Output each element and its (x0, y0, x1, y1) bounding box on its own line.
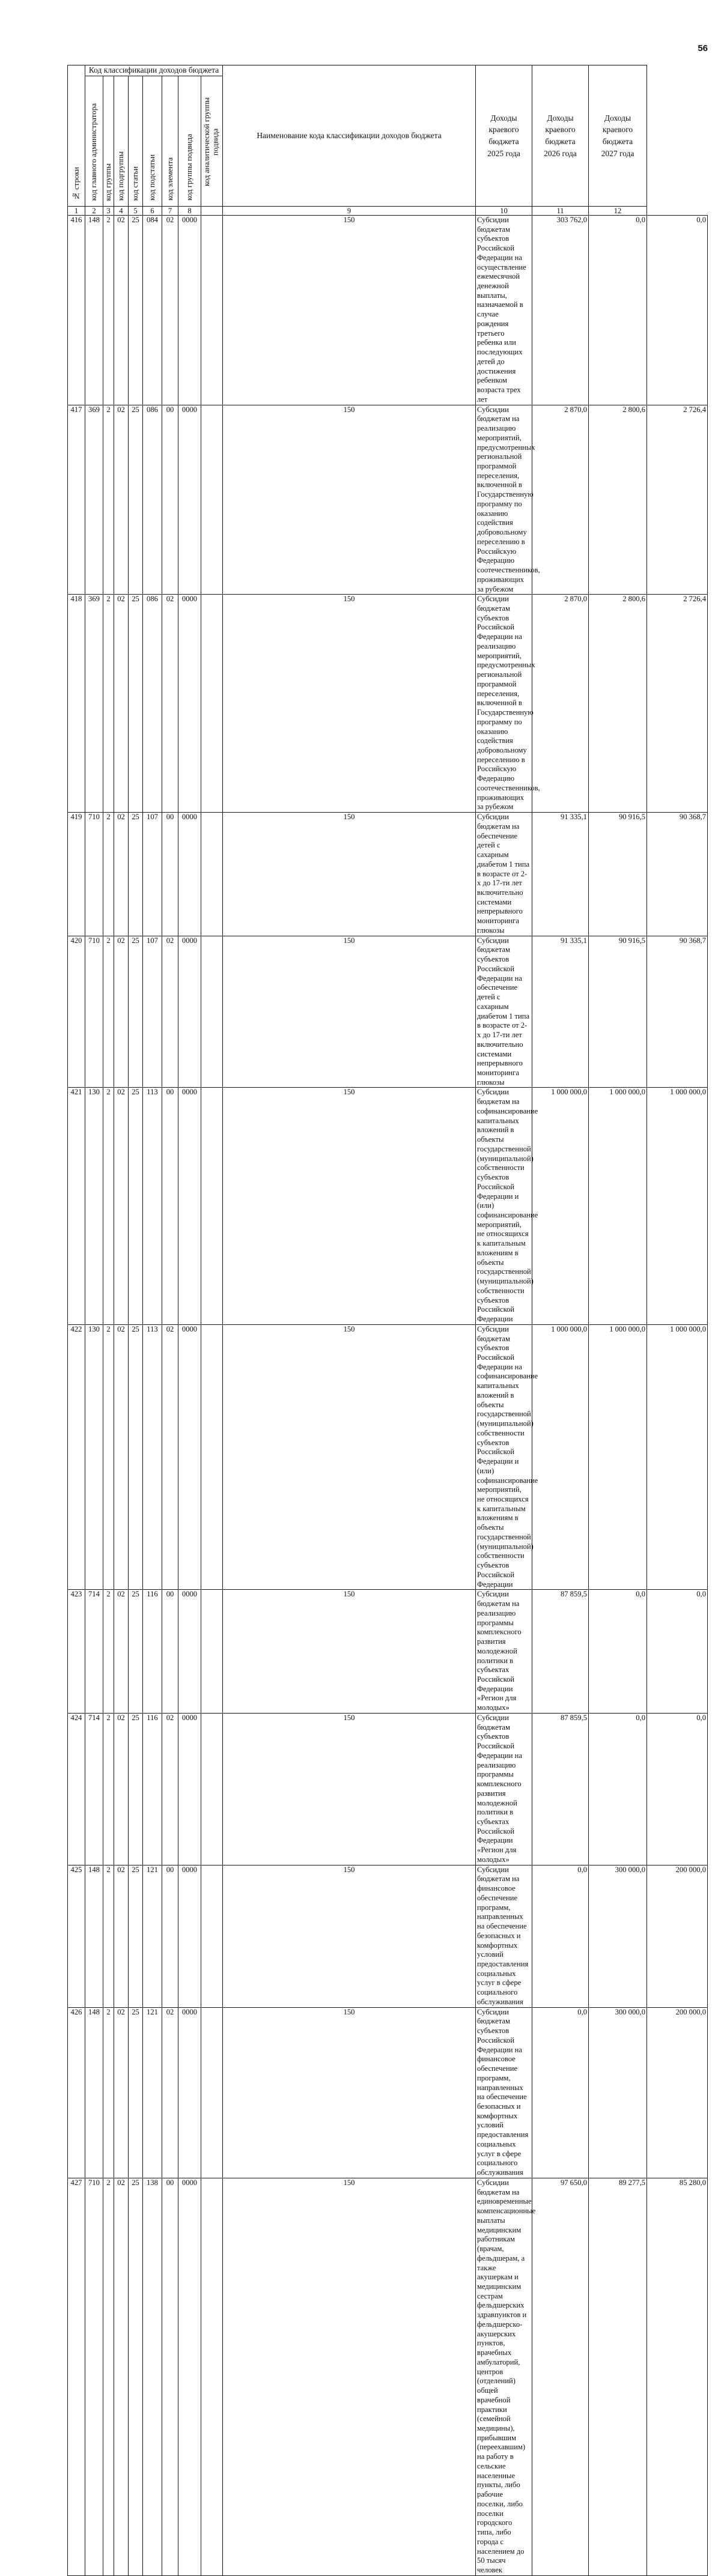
income-name: Субсидии бюджетам субъектов Российской Федерации на реализацию программы комплексного развития молодежной политики в субъектах Российской Федерации «Регион для молодых» (476, 1713, 532, 1865)
element-code: 00 (162, 2178, 178, 2575)
code-spacer (201, 215, 223, 405)
article-code: 25 (129, 2007, 143, 2178)
table-row (68, 1590, 708, 1714)
admin-code: 130 (85, 1088, 103, 1324)
column-number: 3 (103, 206, 114, 215)
analytic-group-code: 150 (223, 936, 476, 1088)
income-2025-value: 2 870,0 (532, 595, 589, 813)
name-column-header: Наименование кода классификации доходов бюджета (223, 65, 476, 207)
subgroup-code: 02 (114, 595, 129, 813)
subtype-group-code: 0000 (178, 1590, 201, 1714)
article-code: 25 (129, 1324, 143, 1590)
code-spacer (201, 936, 223, 1088)
income-name: Субсидии бюджетам на финансовое обеспечение программ, направленных на обеспечение безопасных и комфортных условий предоставления социальных услуг в сфере социального обслуживания (476, 1865, 532, 2007)
subarticle-code: 121 (143, 1865, 162, 2007)
analytic-group-code: 150 (223, 595, 476, 813)
admin-code: 714 (85, 1713, 103, 1865)
admin-code-header: код главного администратора (85, 76, 103, 206)
income-2026-value: 0,0 (589, 1590, 647, 1714)
income-name: Субсидии бюджетам на реализацию программы комплексного развития молодежной политики в субъектах Российской Федерации «Регион для молодых» (476, 1590, 532, 1714)
income-2026-value: 0,0 (589, 1713, 647, 1865)
classification-code-group-header: Код классификации доходов бюджета (85, 65, 223, 76)
subarticle-code: 107 (143, 813, 162, 936)
income-2025-value: 303 762,0 (532, 215, 589, 405)
column-number: 9 (223, 206, 476, 215)
table-row (68, 215, 708, 405)
income-2027-value: 0,0 (647, 215, 708, 405)
article-code: 25 (129, 1088, 143, 1324)
subarticle-code: 086 (143, 595, 162, 813)
analytic-group-code: 150 (223, 215, 476, 405)
subgroup-code: 02 (114, 2007, 129, 2178)
table-row (68, 1324, 708, 1590)
subarticle-code: 121 (143, 2007, 162, 2178)
table-row (68, 1713, 708, 1865)
subarticle-code: 086 (143, 405, 162, 595)
income-2027-value: 2 726,4 (647, 595, 708, 813)
table-row (68, 595, 708, 813)
analytic-group-code: 150 (223, 1088, 476, 1324)
subgroup-code-header: код подгруппы (114, 76, 129, 206)
income-2026-value: 90 916,5 (589, 813, 647, 936)
income-2026-value: 89 277,5 (589, 2178, 647, 2575)
column-number: 4 (114, 206, 129, 215)
column-number: 10 (476, 206, 532, 215)
analytic-group-code: 150 (223, 1324, 476, 1590)
group-code: 2 (103, 595, 114, 813)
subgroup-code: 02 (114, 936, 129, 1088)
column-number-row (68, 206, 708, 215)
income-2027-value: 200 000,0 (647, 2007, 708, 2178)
row-number: 425 (68, 1865, 85, 2007)
table-row (68, 936, 708, 1088)
income-name: Субсидии бюджетам на софинансирование капитальных вложений в объекты государственной (муниципальной) собственности субъектов Российской Федерации и (или) софинансирование мероприятий, не относящихся к капитальным вложениям в объекты государственной (муниципальной) собственности субъектов Российской Федерации (476, 1088, 532, 1324)
income-name: Субсидии бюджетам субъектов Российской Федерации на обеспечение детей с сахарным диабетом 1 типа в возрасте от 2-х до 17-ти лет включительно системами непрерывного мониторинга глюкозы (476, 936, 532, 1088)
element-code: 02 (162, 936, 178, 1088)
analytic-group-code: 150 (223, 1590, 476, 1714)
table-row (68, 1865, 708, 2007)
row-number: 423 (68, 1590, 85, 1714)
table-body (68, 206, 708, 2575)
income-2025-value: 87 859,5 (532, 1713, 589, 1865)
group-code: 2 (103, 405, 114, 595)
admin-code: 710 (85, 813, 103, 936)
column-number: 7 (162, 206, 178, 215)
subarticle-code-header: код подстатьи (143, 76, 162, 206)
income-2027-value: 0,0 (647, 1713, 708, 1865)
subarticle-code: 116 (143, 1590, 162, 1714)
analytic-group-code: 150 (223, 2007, 476, 2178)
group-code: 2 (103, 2007, 114, 2178)
subarticle-code: 138 (143, 2178, 162, 2575)
element-code: 00 (162, 813, 178, 936)
row-number: 421 (68, 1088, 85, 1324)
element-code: 00 (162, 1590, 178, 1714)
subarticle-code: 116 (143, 1713, 162, 1865)
group-code: 2 (103, 936, 114, 1088)
article-code: 25 (129, 595, 143, 813)
admin-code: 148 (85, 1865, 103, 2007)
element-code: 02 (162, 1713, 178, 1865)
row-number: 427 (68, 2178, 85, 2575)
column-number: 2 (85, 206, 103, 215)
income-2027-value: 1 000 000,0 (647, 1088, 708, 1324)
income-2025-header: Доходы краевого бюджета 2025 года (476, 65, 532, 207)
income-2025-value: 1 000 000,0 (532, 1324, 589, 1590)
subtype-group-code: 0000 (178, 1713, 201, 1865)
group-code: 2 (103, 1324, 114, 1590)
subtype-group-code: 0000 (178, 813, 201, 936)
income-2027-value: 0,0 (647, 1590, 708, 1714)
analytic-group-code: 150 (223, 813, 476, 936)
table-row (68, 1088, 708, 1324)
code-spacer (201, 595, 223, 813)
subgroup-code: 02 (114, 2178, 129, 2575)
group-code-header: код группы (103, 76, 114, 206)
subtype-group-code: 0000 (178, 1088, 201, 1324)
subtype-group-code: 0000 (178, 2178, 201, 2575)
analytic-group-code: 150 (223, 1713, 476, 1865)
row-number: 420 (68, 936, 85, 1088)
row-number: 426 (68, 2007, 85, 2178)
income-2026-value: 90 916,5 (589, 936, 647, 1088)
admin-code: 148 (85, 2007, 103, 2178)
code-spacer (201, 2178, 223, 2575)
column-number: 1 (68, 206, 85, 215)
admin-code: 710 (85, 936, 103, 1088)
subgroup-code: 02 (114, 1865, 129, 2007)
article-code: 25 (129, 936, 143, 1088)
income-2025-value: 2 870,0 (532, 405, 589, 595)
code-spacer (201, 1088, 223, 1324)
article-code: 25 (129, 405, 143, 595)
subarticle-code: 107 (143, 936, 162, 1088)
table-row (68, 813, 708, 936)
subgroup-code: 02 (114, 1324, 129, 1590)
income-2027-header: Доходы краевого бюджета 2027 года (589, 65, 647, 207)
column-number: 11 (532, 206, 589, 215)
income-2026-value: 2 800,6 (589, 405, 647, 595)
subtype-group-code: 0000 (178, 595, 201, 813)
row-number: 418 (68, 595, 85, 813)
element-code: 00 (162, 1088, 178, 1324)
subgroup-code: 02 (114, 1590, 129, 1714)
income-2027-value: 200 000,0 (647, 1865, 708, 2007)
admin-code: 710 (85, 2178, 103, 2575)
income-2027-value: 1 000 000,0 (647, 1324, 708, 1590)
income-name: Субсидии бюджетам на единовременные компенсационные выплаты медицинским работникам (врачам, фельдшерам, а также акушеркам и медицинским сестрам фельдшерских здравпунктов и фельдшерско-акушерских пунктов, врачебных амбулаторий, центров (отделений) общей врачебной практики (семейной медицины), прибывшим (переехавшим) на работу в сельские населенные пункты, либо рабочие поселки, либо поселки городского типа, либо города с населением до 50 тысяч человек (476, 2178, 532, 2575)
subarticle-code: 113 (143, 1324, 162, 1590)
code-spacer (201, 813, 223, 936)
code-spacer (201, 2007, 223, 2178)
income-2027-value: 90 368,7 (647, 813, 708, 936)
admin-code: 148 (85, 215, 103, 405)
row-number: 424 (68, 1713, 85, 1865)
income-2026-value: 1 000 000,0 (589, 1088, 647, 1324)
subtype-group-code-header: код группы подвида (178, 76, 201, 206)
income-2027-value: 2 726,4 (647, 405, 708, 595)
income-name: Субсидии бюджетам субъектов Российской Федерации на софинансирование капитальных вложений в объекты государственной (муниципальной) собственности субъектов Российской Федерации и (или) софинансирование мероприятий, не относящихся к капитальным вложениям в объекты государственной (муниципальной) собственности субъектов Российской Федерации (476, 1324, 532, 1590)
income-2026-value: 0,0 (589, 215, 647, 405)
row-number-header: № строки (68, 65, 85, 207)
code-spacer (201, 1865, 223, 2007)
subarticle-code: 113 (143, 1088, 162, 1324)
code-spacer (201, 1713, 223, 1865)
income-name: Субсидии бюджетам на реализацию мероприятий, предусмотренных региональной программой переселения, включенной в Государственную программу по оказанию содействия добровольному переселению в Российскую Федерацию соотечественников, проживающих за рубежом (476, 405, 532, 595)
subtype-group-code: 0000 (178, 1324, 201, 1590)
income-2026-value: 1 000 000,0 (589, 1324, 647, 1590)
row-number: 422 (68, 1324, 85, 1590)
income-2025-value: 0,0 (532, 2007, 589, 2178)
analytic-group-code: 150 (223, 1865, 476, 2007)
row-number: 417 (68, 405, 85, 595)
group-code: 2 (103, 1713, 114, 1865)
income-2026-value: 2 800,6 (589, 595, 647, 813)
income-2025-value: 91 335,1 (532, 813, 589, 936)
article-code: 25 (129, 1713, 143, 1865)
admin-code: 714 (85, 1590, 103, 1714)
element-code: 02 (162, 595, 178, 813)
element-code: 00 (162, 405, 178, 595)
article-code: 25 (129, 1865, 143, 2007)
admin-code: 369 (85, 405, 103, 595)
column-number: 8 (178, 206, 201, 215)
income-2026-value: 300 000,0 (589, 1865, 647, 2007)
group-code: 2 (103, 2178, 114, 2575)
element-code: 02 (162, 215, 178, 405)
analytic-group-code: 150 (223, 2178, 476, 2575)
code-spacer (201, 1590, 223, 1714)
income-name: Субсидии бюджетам субъектов Российской Федерации на реализацию мероприятий, предусмотренных региональной программой переселения, включенной в Государственную программу по оказанию содействия добровольному переселению в Российскую Федерацию соотечественников, проживающих за рубежом (476, 595, 532, 813)
subgroup-code: 02 (114, 813, 129, 936)
group-code: 2 (103, 215, 114, 405)
income-2026-header: Доходы краевого бюджета 2026 года (532, 65, 589, 207)
element-code-header: код элемента (162, 76, 178, 206)
income-2025-value: 1 000 000,0 (532, 1088, 589, 1324)
income-2025-value: 0,0 (532, 1865, 589, 2007)
table-row (68, 405, 708, 595)
income-name: Субсидии бюджетам на обеспечение детей с сахарным диабетом 1 типа в возрасте от 2-х до 17-ти лет включительно системами непрерывного мониторинга глюкозы (476, 813, 532, 936)
income-2025-value: 91 335,1 (532, 936, 589, 1088)
group-code: 2 (103, 1590, 114, 1714)
group-code: 2 (103, 1865, 114, 2007)
subgroup-code: 02 (114, 405, 129, 595)
subtype-group-code: 0000 (178, 405, 201, 595)
page-number: 56 (698, 43, 708, 53)
income-2026-value: 300 000,0 (589, 2007, 647, 2178)
column-number: 12 (589, 206, 647, 215)
element-code: 00 (162, 1865, 178, 2007)
column-number (201, 206, 223, 215)
column-number: 6 (143, 206, 162, 215)
table-row (68, 2178, 708, 2575)
group-code: 2 (103, 1088, 114, 1324)
row-number: 416 (68, 215, 85, 405)
code-spacer (201, 1324, 223, 1590)
element-code: 02 (162, 2007, 178, 2178)
table-row (68, 2007, 708, 2178)
article-code: 25 (129, 1590, 143, 1714)
row-number: 419 (68, 813, 85, 936)
subtype-group-code: 0000 (178, 1865, 201, 2007)
subgroup-code: 02 (114, 215, 129, 405)
subgroup-code: 02 (114, 1713, 129, 1865)
income-2027-value: 90 368,7 (647, 936, 708, 1088)
article-code: 25 (129, 813, 143, 936)
subtype-group-code: 0000 (178, 936, 201, 1088)
subtype-group-code: 0000 (178, 2007, 201, 2178)
subgroup-code: 02 (114, 1088, 129, 1324)
analytic-group-code: 150 (223, 405, 476, 595)
admin-code: 130 (85, 1324, 103, 1590)
income-name: Субсидии бюджетам субъектов Российской Федерации на осуществление ежемесячной денежной выплаты, назначаемой в случае рождения третьего ребенка или последующих детей до достижения ребенком возраста трех лет (476, 215, 532, 405)
article-code-header: код статьи (129, 76, 143, 206)
admin-code: 369 (85, 595, 103, 813)
income-2027-value: 85 280,0 (647, 2178, 708, 2575)
income-2025-value: 97 650,0 (532, 2178, 589, 2575)
column-number: 5 (129, 206, 143, 215)
code-spacer (201, 405, 223, 595)
analytic-group-code-header: код аналитической группы подвида (201, 76, 223, 206)
article-code: 25 (129, 215, 143, 405)
income-2025-value: 87 859,5 (532, 1590, 589, 1714)
article-code: 25 (129, 2178, 143, 2575)
element-code: 02 (162, 1324, 178, 1590)
subarticle-code: 084 (143, 215, 162, 405)
subtype-group-code: 0000 (178, 215, 201, 405)
income-name: Субсидии бюджетам субъектов Российской Федерации на финансовое обеспечение программ, направленных на обеспечение безопасных и комфортных условий предоставления социальных услуг в сфере социального обслуживания (476, 2007, 532, 2178)
group-code: 2 (103, 813, 114, 936)
budget-table (67, 65, 708, 2576)
